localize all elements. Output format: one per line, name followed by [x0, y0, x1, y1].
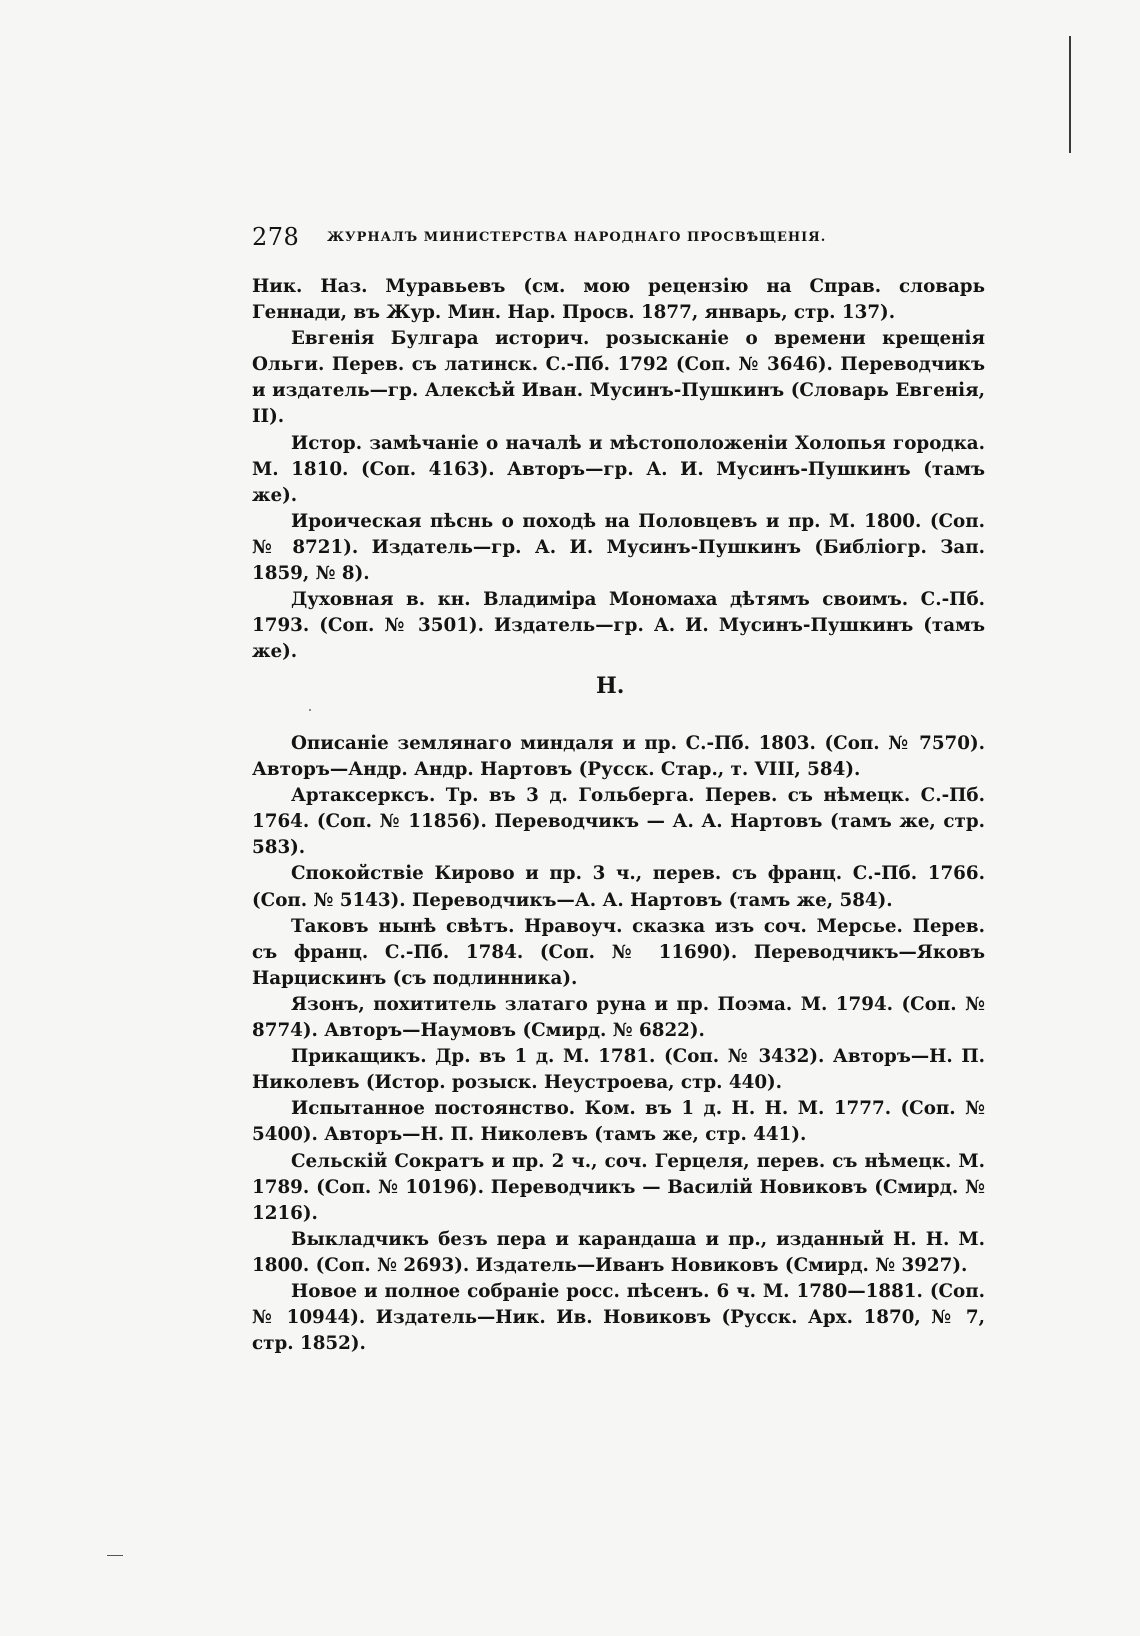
bibliography-entry: Таковъ нынѣ свѣтъ. Нравоуч. сказка изъ соч. Мерсье. Перев. съ франц. С.-Пб. 1784. (Соп. № 11690). Переводчикъ—Яковъ Нарцискинъ (съ подлинника).	[252, 915, 985, 989]
entries-bottom	[252, 731, 985, 1357]
bibliography-entry: Артаксерксъ. Тр. въ 3 д. Гольберга. Перев. съ нѣмецк. С.-Пб. 1764. (Соп. № 11856). Переводчикъ — А. А. Нартовъ (тамъ же, стр. 583).	[252, 785, 985, 859]
bibliography-entry: Описаніе землянаго миндаля и пр. С.-Пб. 1803. (Соп. № 7570). Авторъ—Андр. Андр. Нартовъ (Русск. Стар., т. VIII, 584).	[252, 733, 985, 781]
bibliography-entry: Язонъ, похититель златаго руна и пр. Поэма. М. 1794. (Соп. № 8774). Авторъ—Наумовъ (Смирд. № 6822).	[252, 993, 985, 1042]
bibliography-entry: Духовная в. кн. Владиміра Мономаха дѣтямъ своимъ. С.-Пб. 1793. (Соп. № 3501). Издатель—гр. А. И. Мусинъ-Пушкинъ (тамъ же).	[252, 589, 985, 663]
bibliography-entry: Спокойствіе Кирово и пр. 3 ч., перев. съ франц. С.-Пб. 1766. (Соп. № 5143). Переводчикъ—А. А. Нартовъ (тамъ же, 584).	[252, 863, 985, 911]
bibliography-entry: Евгенія Булгара историч. розысканіе о времени крещенія Ольги. Перев. съ латинск. С.-Пб. 1792 (Соп. № 3646). Переводчикъ и издатель—гр. Алексѣй Иван. Мусинъ-Пушкинъ (Словарь Евгенія, II).	[252, 328, 985, 428]
entries-top	[252, 274, 985, 665]
bibliography-entry: Истор. замѣчаніе о началѣ и мѣстоположеніи Холопья городка. М. 1810. (Соп. 4163). Авторъ—гр. А. И. Мусинъ-Пушкинъ (тамъ же).	[252, 432, 985, 506]
running-title: ЖУРНАЛЪ МИНИСТЕРСТВА НАРОДНАГО ПРОСВѢЩЕНІЯ.	[327, 230, 827, 245]
bibliography-entry: Прикащикъ. Др. въ 1 д. М. 1781. (Соп. № 3432). Авторъ—Н. П. Николевъ (Истор. розыск. Неустроева, стр. 440).	[252, 1046, 985, 1094]
bibliography-entry: Новое и полное собраніе росс. пѣсенъ. 6 ч. М. 1780—1881. (Соп. № 10944). Издатель—Ник. Ив. Новиковъ (Русск. Арх. 1870, № 7, стр. 1852).	[252, 1280, 985, 1355]
page-header	[252, 222, 992, 258]
scan-speck	[309, 709, 311, 711]
bibliography-entry: Испытанное постоянство. Ком. въ 1 д. Н. Н. М. 1777. (Соп. № 5400). Авторъ—Н. П. Николевъ (тамъ же, стр. 441).	[252, 1098, 985, 1146]
bibliography-entry: Выкладчикъ безъ пера и карандаша и пр., изданный Н. Н. М. 1800. (Соп. № 2693). Издатель—Иванъ Новиковъ (Смирд. № 3927).	[252, 1228, 985, 1276]
bibliography-entry: Ник. Наз. Муравьевъ (см. мою рецензію на Справ. словарь Геннади, въ Жур. Мин. Нар. Просв. 1877, январь, стр. 137).	[252, 276, 985, 324]
bibliography-entry: Ироическая пѣснь о походѣ на Половцевъ и пр. М. 1800. (Соп. № 8721). Издатель—гр. А. И. Мусинъ-Пушкинъ (Библіогр. Зап. 1859, № 8).	[252, 510, 985, 585]
bibliography-entry: Сельскій Сократъ и пр. 2 ч., соч. Герцеля, перев. съ нѣмецк. М. 1789. (Соп. № 10196). Переводчикъ — Василій Новиковъ (Смирд. № 1216).	[252, 1150, 985, 1224]
scan-edge-line	[1069, 36, 1071, 153]
page-number: 278	[252, 223, 300, 251]
section-heading: Н.	[596, 673, 625, 699]
margin-mark	[107, 1555, 123, 1556]
